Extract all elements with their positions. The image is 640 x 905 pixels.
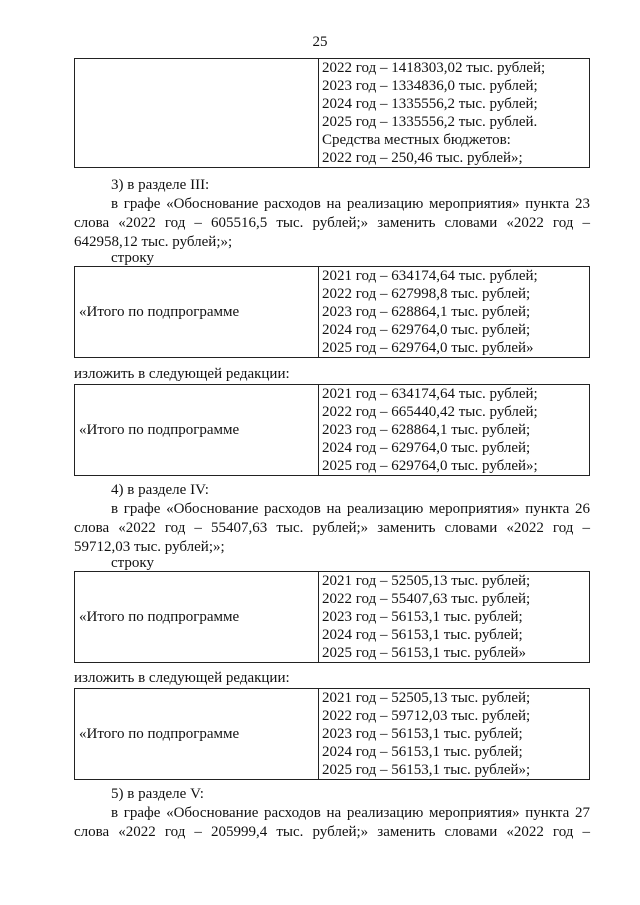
table-line: 2021 год – 634174,64 тыс. рублей; — [322, 268, 538, 284]
section-3-para-line: 642958,12 тыс. рублей;»; — [74, 234, 233, 250]
table-line: 2023 год – 628864,1 тыс. рублей; — [322, 422, 531, 438]
table-line: 2025 год – 629764,0 тыс. рублей» — [322, 340, 534, 356]
section-3-new-table — [74, 384, 590, 476]
table-line: 2022 год – 59712,03 тыс. рублей; — [322, 708, 531, 724]
table-right-cell — [319, 59, 589, 167]
section-3-old-table — [74, 266, 590, 358]
section-4-stroku: строку — [111, 555, 154, 571]
table-line: 2022 год – 250,46 тыс. рублей»; — [322, 150, 523, 166]
table-line: 2024 год – 629764,0 тыс. рублей; — [322, 440, 531, 456]
section-4-para-line: 59712,03 тыс. рублей;»; — [74, 539, 225, 555]
table-line: 2024 год – 56153,1 тыс. рублей; — [322, 627, 523, 643]
section-5-para-line: в графе «Обоснование расходов на реализацию мероприятия» пункта 27 — [111, 805, 590, 821]
section-3-para-line: слова «2022 год – 605516,5 тыс. рублей;» заменить словами «2022 год – — [74, 215, 590, 231]
table-line: 2022 год – 627998,8 тыс. рублей; — [322, 286, 531, 302]
table-left-cell: «Итого по подпрограмме — [75, 572, 319, 662]
table-line: 2021 год – 634174,64 тыс. рублей; — [322, 386, 538, 402]
table-right-cell — [319, 572, 589, 662]
table-line: 2025 год – 56153,1 тыс. рублей»; — [322, 762, 531, 778]
table-line: 2025 год – 56153,1 тыс. рублей» — [322, 645, 527, 661]
table-line: 2022 год – 55407,63 тыс. рублей; — [322, 591, 531, 607]
section-5-para-line: слова «2022 год – 205999,4 тыс. рублей;» заменить словами «2022 год – — [74, 824, 590, 840]
section-3-redaction-label: изложить в следующей редакции: — [74, 366, 290, 382]
table-line: 2022 год – 665440,42 тыс. рублей; — [322, 404, 538, 420]
section-4-new-table — [74, 688, 590, 780]
page-number: 25 — [312, 34, 328, 50]
section-5-heading: 5) в разделе V: — [111, 786, 204, 802]
section-4-redaction-label: изложить в следующей редакции: — [74, 670, 290, 686]
table-line: Средства местных бюджетов: — [322, 132, 511, 148]
table-line: 2024 год – 56153,1 тыс. рублей; — [322, 744, 523, 760]
section-4-para-line: в графе «Обоснование расходов на реализацию мероприятия» пункта 26 — [111, 501, 590, 517]
section-3-stroku: строку — [111, 250, 154, 266]
section-4-heading: 4) в разделе IV: — [111, 482, 209, 498]
section-3-heading: 3) в разделе III: — [111, 177, 210, 193]
table-line: 2023 год – 56153,1 тыс. рублей; — [322, 609, 523, 625]
table-line: 2025 год – 1335556,2 тыс. рублей. — [322, 114, 538, 130]
table-left-cell: «Итого по подпрограмме — [75, 689, 319, 779]
table-line: 2023 год – 1334836,0 тыс. рублей; — [322, 78, 538, 94]
table-right-cell — [319, 267, 589, 357]
table-line: 2023 год – 56153,1 тыс. рублей; — [322, 726, 523, 742]
table-line: 2024 год – 1335556,2 тыс. рублей; — [322, 96, 538, 112]
table-left-cell: «Итого по подпрограмме — [75, 267, 319, 357]
table-line: 2021 год – 52505,13 тыс. рублей; — [322, 690, 531, 706]
table-right-cell — [319, 385, 589, 475]
continuation-table — [74, 58, 590, 168]
table-left-cell — [75, 59, 319, 167]
table-line: 2025 год – 629764,0 тыс. рублей»; — [322, 458, 538, 474]
table-line: 2024 год – 629764,0 тыс. рублей; — [322, 322, 531, 338]
section-4-old-table — [74, 571, 590, 663]
table-line: 2023 год – 628864,1 тыс. рублей; — [322, 304, 531, 320]
section-3-para-line: в графе «Обоснование расходов на реализацию мероприятия» пункта 23 — [111, 196, 590, 212]
table-line: 2022 год – 1418303,02 тыс. рублей; — [322, 60, 546, 76]
table-line: 2021 год – 52505,13 тыс. рублей; — [322, 573, 531, 589]
section-4-para-line: слова «2022 год – 55407,63 тыс. рублей;» заменить словами «2022 год – — [74, 520, 590, 536]
table-left-cell: «Итого по подпрограмме — [75, 385, 319, 475]
table-right-cell — [319, 689, 589, 779]
